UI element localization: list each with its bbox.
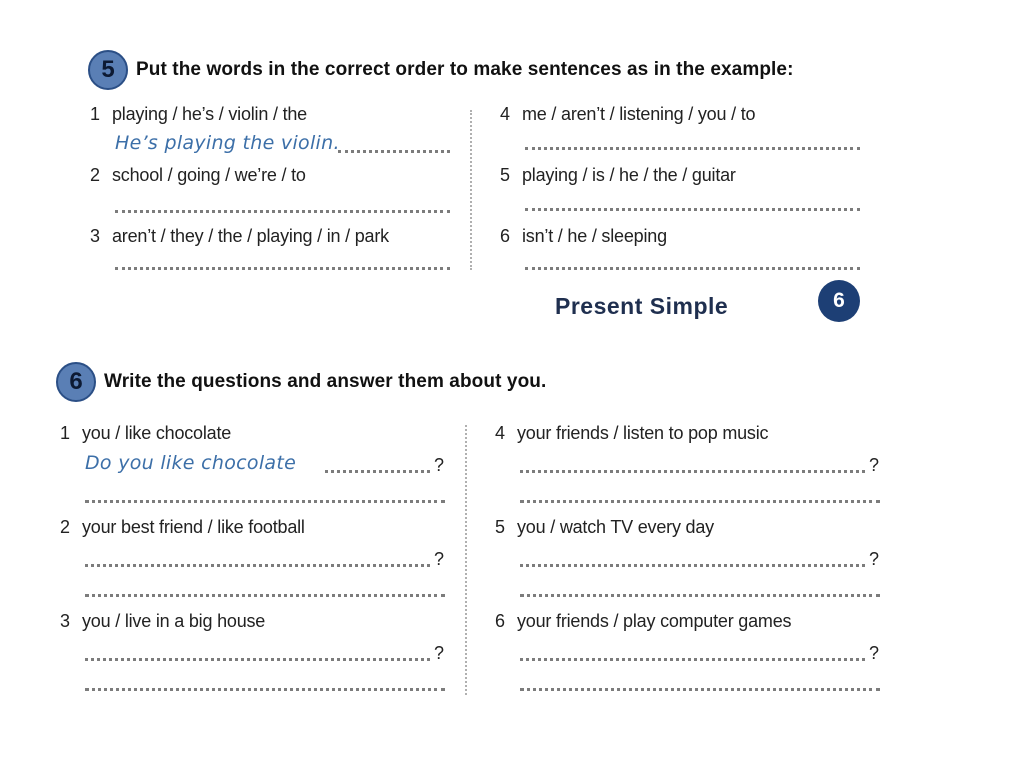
ex6-question-line-2[interactable] bbox=[85, 564, 430, 567]
ex5-answer-line-1[interactable] bbox=[338, 150, 450, 153]
ex5-item-3: 3 aren’t / they / the / playing / in / park bbox=[90, 226, 389, 246]
ex5-item-2: 2 school / going / we’re / to bbox=[90, 165, 306, 185]
ex5-answer-line-4[interactable] bbox=[525, 147, 860, 150]
ex6-answer-line-4[interactable] bbox=[520, 500, 880, 503]
ex5-item-5: 5 playing / is / he / the / guitar bbox=[500, 165, 736, 185]
ex6-question-mark-4: ? bbox=[869, 455, 880, 475]
ex6-answer-line-5[interactable] bbox=[520, 594, 880, 597]
ex6-question-line-1[interactable] bbox=[325, 470, 430, 473]
ex5-column-divider bbox=[470, 110, 472, 270]
ex6-item-2: 2 your best friend / like football bbox=[60, 517, 305, 537]
ex5-answer-1: He’s playing the violin. bbox=[115, 132, 340, 154]
ex6-question-mark-1: ? bbox=[434, 455, 445, 475]
ex6-answer-line-6[interactable] bbox=[520, 688, 880, 691]
ex6-column-divider bbox=[465, 425, 467, 695]
ex6-question-mark-3: ? bbox=[434, 643, 445, 663]
exercise-6-instruction: Write the questions and answer them about you. bbox=[104, 371, 547, 392]
ex5-answer-line-6[interactable] bbox=[525, 267, 860, 270]
section-title: Present Simple bbox=[555, 293, 729, 319]
ex5-answer-line-2[interactable] bbox=[115, 210, 450, 213]
ex6-question-line-5[interactable] bbox=[520, 564, 865, 567]
ex6-item-6: 6 your friends / play computer games bbox=[495, 611, 792, 631]
ex6-item-5: 5 you / watch TV every day bbox=[495, 517, 714, 537]
ex6-item-4: 4 your friends / listen to pop music bbox=[495, 423, 769, 443]
ex5-item-1: 1 playing / he’s / violin / the bbox=[90, 104, 307, 124]
exercise-5-badge: 5 bbox=[88, 50, 128, 90]
exercise-5-instruction: Put the words in the correct order to make sentences as in the example: bbox=[136, 59, 794, 80]
ex6-question-line-4[interactable] bbox=[520, 470, 865, 473]
ex6-question-mark-5: ? bbox=[869, 549, 880, 569]
ex6-answer-line-1[interactable] bbox=[85, 500, 445, 503]
exercise-6-header bbox=[56, 362, 546, 402]
ex5-item-4: 4 me / aren’t / listening / you / to bbox=[500, 104, 756, 124]
exercise-5-header bbox=[88, 50, 794, 90]
ex6-answer-line-3[interactable] bbox=[85, 688, 445, 691]
ex6-question-line-6[interactable] bbox=[520, 658, 865, 661]
ex5-answer-line-5[interactable] bbox=[525, 208, 860, 211]
ex6-question-mark-2: ? bbox=[434, 549, 445, 569]
ex5-item-6: 6 isn’t / he / sleeping bbox=[500, 226, 667, 246]
ex6-question-mark-6: ? bbox=[869, 643, 880, 663]
section-badge: 6 bbox=[818, 280, 860, 322]
ex6-item-1: 1 you / like chocolate bbox=[60, 423, 232, 443]
ex5-answer-line-3[interactable] bbox=[115, 267, 450, 270]
ex6-item-3: 3 you / live in a big house bbox=[60, 611, 266, 631]
exercise-6-badge: 6 bbox=[56, 362, 96, 402]
ex6-answer-1: Do you like chocolate bbox=[85, 452, 297, 474]
ex6-question-line-3[interactable] bbox=[85, 658, 430, 661]
ex6-answer-line-2[interactable] bbox=[85, 594, 445, 597]
